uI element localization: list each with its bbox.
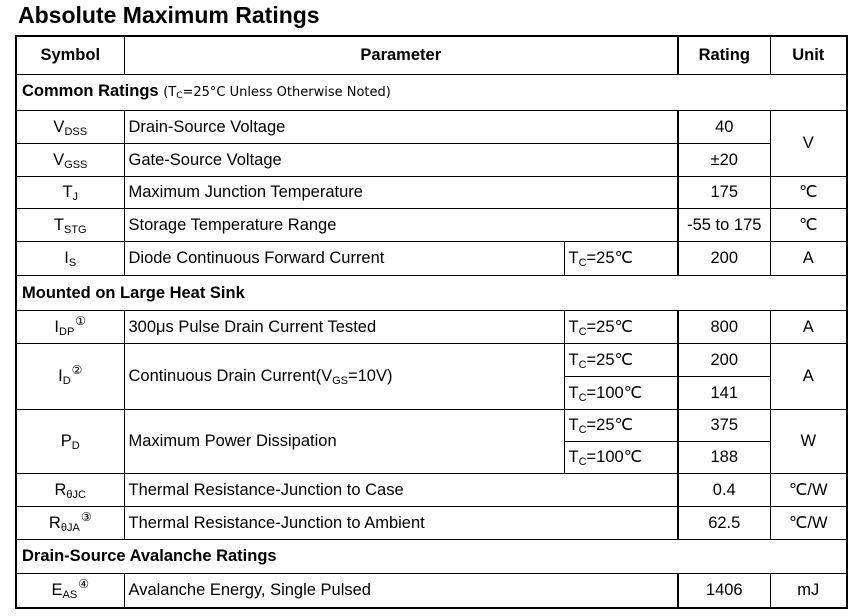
- section-heat-sink: Mounted on Large Heat Sink: [16, 275, 847, 310]
- tstg-symbol: T: [53, 215, 64, 234]
- id-condition-symbol: T: [568, 350, 579, 369]
- pd-condition-cell-25c: [564, 409, 678, 441]
- row-eas: [16, 573, 847, 608]
- vdss-parameter: Drain-Source Voltage: [124, 110, 678, 143]
- rthja-parameter: Thermal Resistance-Junction to Ambient: [124, 506, 678, 539]
- rthjc-unit: ℃/W: [770, 473, 847, 506]
- idp-parameter: 300μs Pulse Drain Current Tested: [124, 310, 564, 343]
- section-common-note: [163, 85, 391, 100]
- pd-symbol-cell: [16, 409, 124, 473]
- id-footnote-mark: ②: [71, 363, 83, 377]
- id-condition-cell-25c: [564, 343, 678, 376]
- pd-symbol-subscript: D: [71, 440, 80, 452]
- id-parameter-suffix: =10V): [348, 367, 393, 385]
- eas-rating: 1406: [678, 573, 770, 608]
- idp-condition-value: =25℃: [586, 317, 634, 336]
- idp-footnote-mark: ①: [75, 313, 87, 328]
- section-row-avalanche: [16, 539, 847, 573]
- is-symbol: I: [64, 249, 69, 267]
- vdss-symbol-cell: [16, 110, 124, 143]
- idp-symbol-cell: [16, 310, 124, 343]
- idp-unit: A: [770, 310, 847, 343]
- table-body: [16, 74, 847, 608]
- rthja-symbol-subscript: θJA: [60, 521, 80, 534]
- is-condition-value: =25℃: [586, 249, 634, 267]
- id-parameter-cell: [124, 343, 564, 409]
- id-rating-25c: 200: [678, 343, 770, 376]
- tj-symbol: T: [62, 183, 73, 201]
- id-unit: A: [770, 343, 847, 409]
- id-symbol: I: [58, 367, 63, 385]
- idp-symbol-subscript: DP: [59, 325, 75, 338]
- id-parameter-prefix: Continuous Drain Current(V: [128, 367, 333, 385]
- section-avalanche: Drain-Source Avalanche Ratings: [16, 539, 847, 573]
- is-rating: 200: [678, 241, 770, 275]
- header-row: [16, 36, 847, 74]
- page-title: Absolute Maximum Ratings: [18, 2, 320, 28]
- eas-symbol-subscript: AS: [62, 589, 78, 602]
- id-symbol-cell: [16, 343, 124, 409]
- idp-condition-symbol: T: [568, 317, 579, 336]
- rthja-symbol-cell: [16, 506, 124, 539]
- row-vdss: [16, 110, 847, 143]
- vgss-rating: ±20: [678, 143, 770, 176]
- header-unit: Unit: [770, 36, 847, 74]
- rthja-footnote-mark: ③: [80, 509, 92, 524]
- idp-rating: 800: [678, 310, 770, 343]
- vgss-symbol: V: [53, 150, 65, 169]
- voltage-unit: V: [770, 110, 847, 176]
- pd-unit: W: [770, 409, 847, 473]
- eas-symbol: E: [51, 581, 63, 600]
- pd-rating-25c: 375: [678, 409, 770, 441]
- header-parameter: Parameter: [124, 36, 678, 74]
- id-condition-subscript: C: [578, 358, 587, 371]
- header-symbol: Symbol: [16, 36, 124, 74]
- row-idp: [16, 310, 847, 343]
- section-common-ratings: [16, 74, 847, 110]
- row-vgss: [16, 143, 847, 176]
- id-condition-cell-100c: [564, 376, 678, 409]
- table-header: [16, 36, 847, 74]
- row-rthjc: [16, 473, 847, 506]
- pd-condition-cell-100c: [564, 441, 678, 473]
- rthja-symbol: R: [48, 513, 61, 532]
- vgss-symbol-subscript: GSS: [64, 158, 88, 171]
- idp-symbol: I: [54, 317, 60, 336]
- tj-parameter: Maximum Junction Temperature: [124, 176, 678, 208]
- row-is: [16, 241, 847, 275]
- tj-symbol-cell: [16, 176, 124, 208]
- rthjc-symbol-subscript: θJC: [66, 488, 86, 501]
- pd-condition-value: =25℃: [586, 416, 634, 434]
- row-tj: [16, 176, 847, 208]
- row-id-25c: [16, 343, 847, 376]
- tstg-symbol-cell: [16, 208, 124, 241]
- vgss-symbol-cell: [16, 143, 124, 176]
- section-common-title: Common Ratings: [22, 82, 159, 100]
- pd-parameter: Maximum Power Dissipation: [124, 409, 564, 473]
- pd-condition-subscript: C: [578, 424, 587, 436]
- row-rthja: [16, 506, 847, 539]
- id-condition-value: =25℃: [586, 350, 634, 369]
- is-condition-subscript: C: [578, 257, 587, 269]
- pd-condition-subscript: C: [578, 456, 587, 468]
- vdss-symbol-subscript: DSS: [64, 125, 88, 138]
- eas-parameter: Avalanche Energy, Single Pulsed: [124, 573, 678, 608]
- note-close: =25°C Unless Otherwise Noted): [182, 85, 391, 100]
- section-row-common-ratings: [16, 74, 847, 110]
- pd-symbol: P: [60, 432, 72, 450]
- tj-rating: 175: [678, 176, 770, 208]
- rthja-rating: 62.5: [678, 506, 770, 539]
- pd-condition-symbol: T: [568, 448, 579, 466]
- row-pd-25c: [16, 409, 847, 441]
- is-condition-symbol: T: [568, 249, 579, 267]
- note-open: (T: [163, 85, 177, 100]
- pd-rating-100c: 188: [678, 441, 770, 473]
- rthjc-symbol: R: [54, 480, 67, 499]
- pd-condition-value: =100℃: [586, 448, 643, 466]
- tj-symbol-subscript: J: [72, 191, 79, 203]
- note-subscript: C: [176, 91, 183, 101]
- idp-condition-subscript: C: [578, 325, 587, 338]
- is-parameter: Diode Continuous Forward Current: [124, 241, 564, 275]
- vgss-parameter: Gate-Source Voltage: [124, 143, 678, 176]
- eas-footnote-mark: ④: [78, 577, 89, 592]
- tstg-symbol-subscript: STG: [63, 223, 87, 236]
- header-rating: Rating: [678, 36, 770, 74]
- eas-unit: mJ: [770, 573, 847, 608]
- is-unit: A: [770, 241, 847, 275]
- is-condition-cell: [564, 241, 678, 275]
- id-condition-value: =100℃: [586, 383, 643, 402]
- id-parameter-subscript: GS: [332, 375, 348, 387]
- tstg-rating: -55 to 175: [678, 208, 770, 241]
- id-symbol-subscript: D: [62, 375, 71, 387]
- section-row-heat-sink: [16, 275, 847, 310]
- absolute-maximum-ratings-table: [15, 35, 848, 609]
- is-symbol-cell: [16, 241, 124, 275]
- vdss-symbol: V: [53, 117, 65, 136]
- idp-condition-cell: [564, 310, 678, 343]
- pd-condition-symbol: T: [568, 416, 579, 434]
- eas-symbol-cell: [16, 573, 124, 608]
- row-tstg: [16, 208, 847, 241]
- tstg-unit: ℃: [770, 208, 847, 241]
- id-condition-symbol: T: [568, 383, 579, 402]
- rthjc-parameter: Thermal Resistance-Junction to Case: [124, 473, 678, 506]
- tj-unit: ℃: [770, 176, 847, 208]
- vdss-rating: 40: [678, 110, 770, 143]
- rthja-unit: ℃/W: [770, 506, 847, 539]
- id-rating-100c: 141: [678, 376, 770, 409]
- rthjc-rating: 0.4: [678, 473, 770, 506]
- rthjc-symbol-cell: [16, 473, 124, 506]
- id-condition-subscript: C: [578, 391, 587, 404]
- is-symbol-subscript: S: [68, 257, 77, 269]
- tstg-parameter: Storage Temperature Range: [124, 208, 678, 241]
